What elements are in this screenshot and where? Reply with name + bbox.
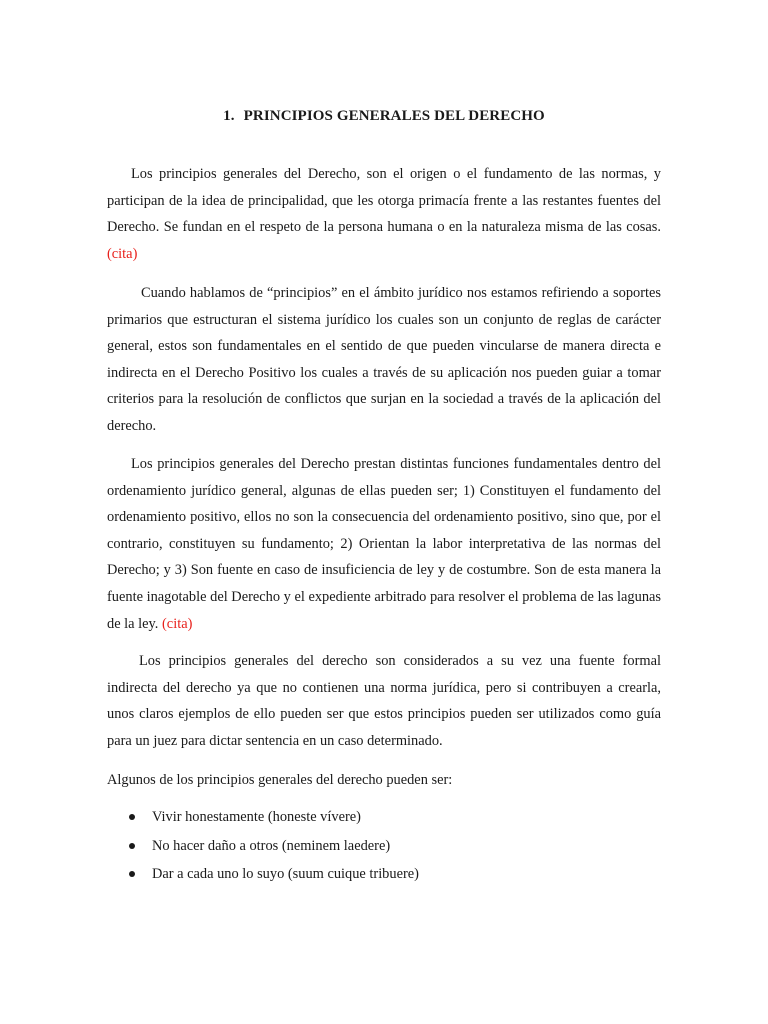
list-item-text: No hacer daño a otros (neminem laedere)	[152, 837, 391, 854]
citation-placeholder: (cita)	[162, 615, 193, 632]
bullet-icon	[129, 871, 135, 877]
principles-list	[107, 804, 661, 890]
paragraph-2	[107, 280, 661, 440]
section-title: PRINCIPIOS GENERALES DEL DERECHO	[243, 108, 545, 124]
paragraph-3-text: Los principios generales del Derecho prestan distintas funciones fundamentales dentro del ordenamiento jurídico general, algunas de ellas pueden ser; 1) Constituyen el fundamento del ordenamiento positivo, ellos no son la consecuencia del ordenamiento positivo, sino que, por el contrario, constituyen su fundamento; 2) Orientan la labor interpretativa de las normas del Derecho; y 3) Son fuente en caso de insuficiencia de ley y de costumbre. Son de esta manera la fuente inagotable del Derecho y el expediente arbitrado para resolver el problema de las lagunas de la ley.	[107, 456, 661, 632]
list-item	[107, 861, 661, 890]
list-item-text: Vivir honestamente (honeste vívere)	[152, 809, 361, 825]
citation-placeholder: (cita)	[107, 245, 138, 262]
bullet-icon	[129, 814, 135, 820]
paragraph-4-text: Los principios generales del derecho son considerados a su vez una fuente formal indirecta del derecho ya que no contienen una norma jurídica, pero si contribuyen a crearla, unos claros ejemplos de ello pueden ser que estos principios pueden ser utilizados como guía para un juez para dictar sentencia en un caso determinado.	[107, 653, 661, 749]
section-heading	[107, 106, 661, 126]
bullet-icon	[129, 843, 135, 849]
paragraph-2-text: Cuando hablamos de “principios” en el ámbito jurídico nos estamos refiriendo a soportes primarios que estructuran el sistema jurídico los cuales son un conjunto de reglas de carácter general, estos son fundamentales en el sentido de que pueden vincularse de manera directa e indirecta en el Derecho Positivo los cuales a través de su aplicación nos pueden guiar a tomar criterios para la resolución de conflictos que surjan en la sociedad a través de la aplicación del derecho.	[107, 285, 661, 434]
section-number: 1.	[223, 108, 235, 124]
list-item	[107, 833, 661, 862]
paragraph-1	[107, 161, 661, 267]
list-item	[107, 804, 661, 833]
paragraph-3	[107, 451, 661, 637]
list-item-text: Dar a cada uno lo suyo (suum cuique tribuere)	[152, 866, 419, 882]
list-intro: Algunos de los principios generales del derecho pueden ser:	[107, 772, 453, 788]
paragraph-1-text: Los principios generales del Derecho, son el origen o el fundamento de las normas, y participan de la idea de principalidad, que les otorga primacía frente a las restantes fuentes del Derecho. Se fundan en el respeto de la persona humana o en la naturaleza misma de las cosas.	[107, 166, 661, 236]
paragraph-4	[107, 648, 661, 754]
